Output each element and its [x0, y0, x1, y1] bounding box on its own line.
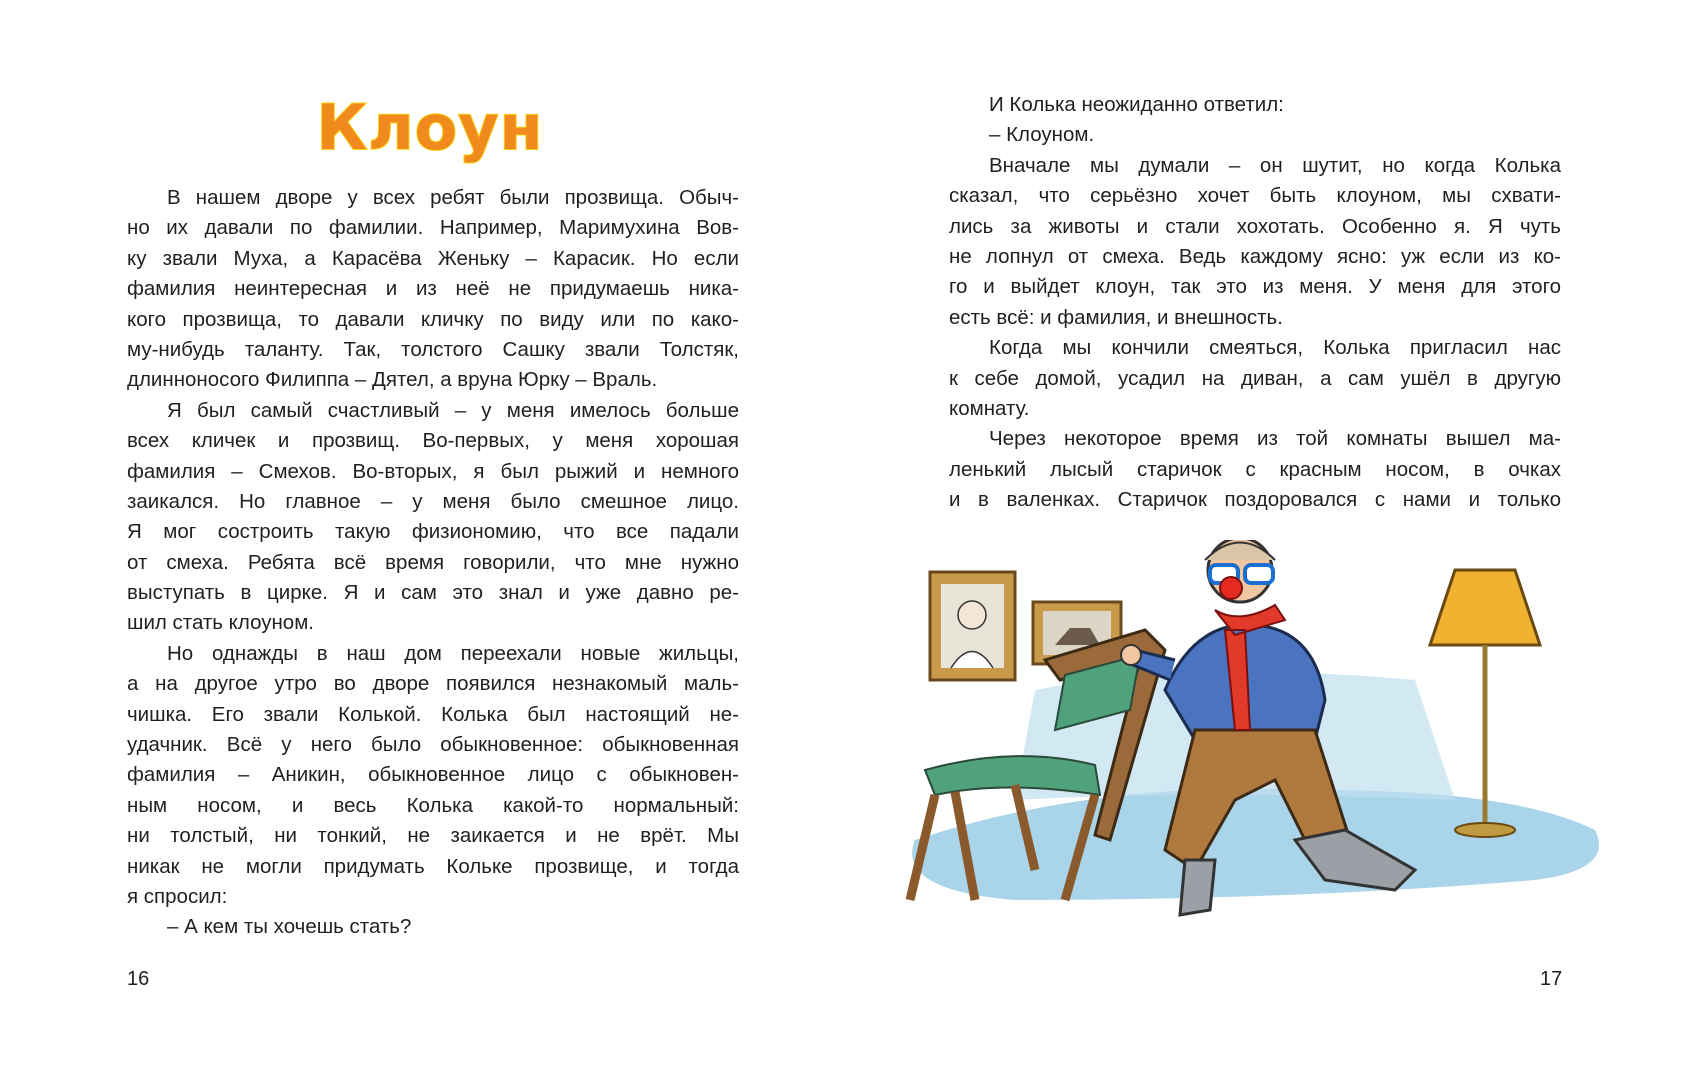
- text-line: И Колька неожиданно ответил:: [989, 93, 1284, 116]
- text-line: фамилия неинтересная и из неё не придумаешь ника-: [127, 277, 739, 301]
- text-line: му-нибудь таланту. Так, толстого Сашку звали Толстяк,: [127, 337, 739, 361]
- text-line: удачник. Всё у него было обыкновенное: обыкновенная: [127, 733, 739, 757]
- text-line: никак не могли придумать Кольке прозвище, и тогда: [127, 854, 739, 878]
- text-line: заикался. Но главное – у меня было смешное лицо.: [127, 489, 739, 513]
- text-line: шил стать клоуном.: [127, 611, 315, 635]
- text-line: Я был самый счастливый – у меня имелось больше: [167, 398, 739, 422]
- text-line: фамилия – Смехов. Во-вторых, я был рыжий и немного: [127, 459, 739, 483]
- text-line: го и выйдет клоун, так это из меня. У меня для этого: [949, 275, 1561, 299]
- text-line: ни толстый, ни тонкий, не заикается и не врёт. Мы: [127, 824, 739, 848]
- text-line: фамилия – Аникин, обыкновенное лицо с обыкновен-: [127, 763, 739, 787]
- text-line: Через некоторое время из той комнаты вышел ма-: [989, 427, 1561, 451]
- text-line: чишка. Его звали Колькой. Колька был настоящий не-: [127, 702, 739, 726]
- text-line: я спросил:: [127, 884, 228, 908]
- text-line: есть всё: и фамилия, и внешность.: [949, 305, 1283, 329]
- text-line: ным носом, и весь Колька какой-то нормальный:: [127, 793, 739, 817]
- text-line: В нашем дворе у всех ребят были прозвища. Обыч-: [167, 186, 739, 209]
- chapter-title: Клоун: [316, 91, 544, 164]
- text-line: Я мог состроить такую физиономию, что все падали: [127, 520, 739, 544]
- text-line: – Клоуном.: [989, 123, 1095, 147]
- page-number-left: 16: [127, 968, 150, 990]
- text-line: ленький лысый старичок с красным носом, в очках: [949, 457, 1561, 481]
- left-page-text: [127, 183, 739, 943]
- text-line: ку звали Муха, а Карасёва Женьку – Карасик. Но если: [127, 246, 739, 270]
- text-line: Вначале мы думали – он шутит, но когда Колька: [989, 153, 1561, 177]
- text-line: Но однажды в наш дом переехали новые жильцы,: [167, 641, 739, 665]
- text-line: а на другое утро во дворе появился незнакомый маль-: [127, 672, 739, 696]
- text-line: лись за животы и стали хохотать. Особенно я. Я чуть: [949, 214, 1561, 238]
- right-page-text: [949, 90, 1561, 515]
- text-line: и в валенках. Старичок поздоровался с нами и только: [949, 488, 1561, 512]
- text-line: комнату.: [949, 396, 1030, 420]
- text-line: всех кличек и прозвищ. Во-первых, у меня хорошая: [127, 429, 739, 453]
- text-line: к себе домой, усадил на диван, а сам ушёл в другую: [949, 366, 1561, 390]
- text-line: кого прозвища, то давали кличку по виду или по како-: [127, 307, 739, 331]
- text-line: Когда мы кончили смеяться, Колька пригласил нас: [989, 336, 1561, 360]
- clown-illustration: [895, 540, 1655, 980]
- text-line: не лопнул от смеха. Ведь каждому ясно: уж если из ко-: [949, 244, 1561, 268]
- text-line: длинноносого Филиппа – Дятел, а вруна Юрку – Враль.: [127, 368, 658, 392]
- page-number-right: 17: [1540, 968, 1563, 990]
- text-line: – А кем ты хочешь стать?: [167, 915, 412, 939]
- text-line: от смеха. Ребята всё время говорили, что мне нужно: [127, 550, 739, 574]
- text-line: но их давали по фамилии. Например, Маримухина Вов-: [127, 216, 739, 240]
- text-line: выступать в цирке. Я и сам это знал и уже давно ре-: [127, 581, 739, 605]
- text-line: сказал, что серьёзно хочет быть клоуном, мы схвати-: [949, 184, 1561, 208]
- portrait-frame: [930, 572, 1015, 680]
